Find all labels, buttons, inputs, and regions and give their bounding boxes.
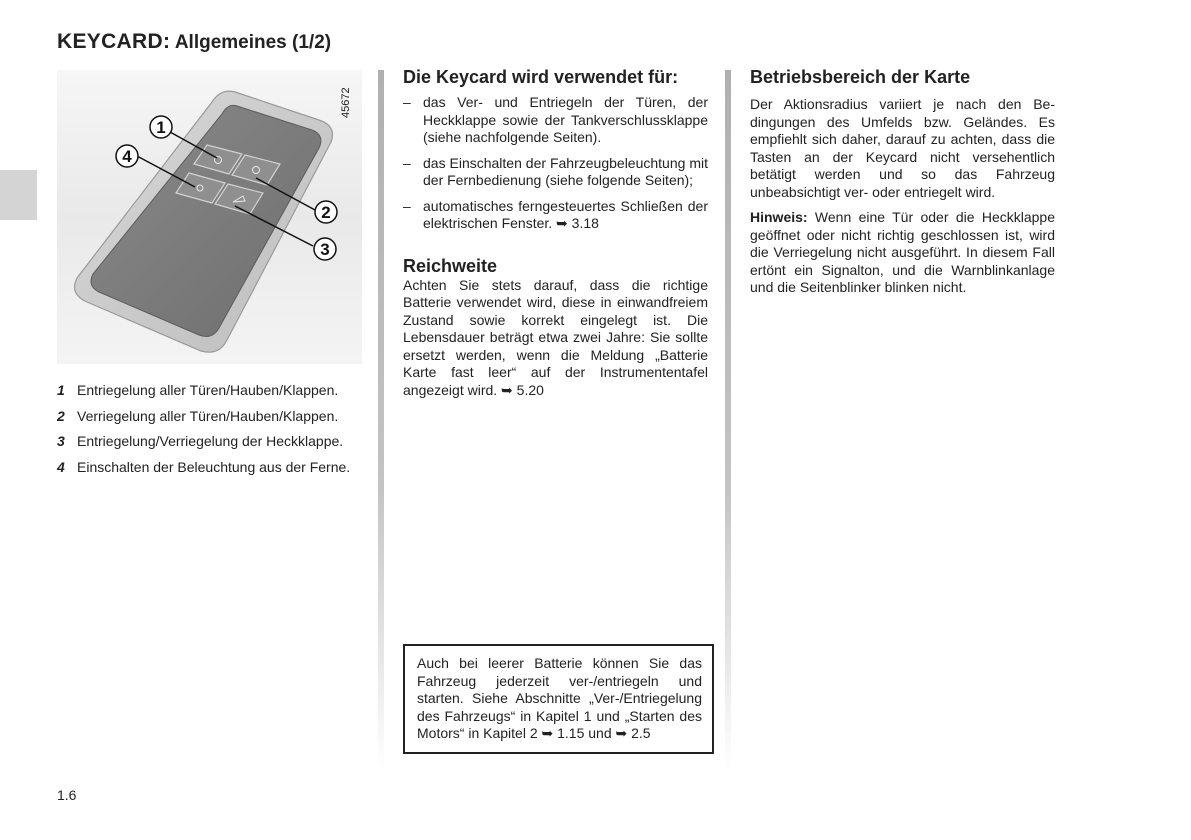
hint-paragraph <box>750 209 1055 297</box>
operating-range-heading: Betriebsbereich der Karte <box>750 67 971 87</box>
usage-item <box>403 198 708 233</box>
dash-mark: – <box>403 154 411 171</box>
legend-item <box>57 433 362 451</box>
legend-text: Verriegelung aller Türen/Hauben/Klappen. <box>77 407 339 424</box>
usage-column <box>403 66 708 399</box>
dash-mark: – <box>403 197 411 214</box>
battery-note-box <box>403 644 714 754</box>
svg-text:2: 2 <box>321 203 331 222</box>
legend-number: 4 <box>57 458 65 475</box>
callout-4 <box>116 145 138 167</box>
page-title <box>57 30 331 54</box>
page-number: 1.6 <box>57 787 77 803</box>
hint-text: Wenn eine Tür oder die Heckklappe geöffnet oder nicht richtig geschlossen ist, wird die Verriegelung nicht ausgeführt. In diesem Fall ertönt ein Signalton, und die Warnblinkanlage und die Seitenblinker blinken nicht. <box>750 209 1055 295</box>
dash-mark: – <box>403 94 411 110</box>
chapter-tab <box>0 170 37 220</box>
keycard-drawing <box>57 70 362 364</box>
legend-number: 3 <box>57 433 65 449</box>
range-heading: Reichweite <box>403 255 498 276</box>
keycard-illustration <box>57 70 362 364</box>
legend-list <box>57 382 362 484</box>
page-title-text: Allgemeines (1/2) <box>174 32 332 53</box>
legend-text: Einschalten der Beleuchtung aus der Ferne. <box>77 458 351 475</box>
usage-heading: Die Keycard wird verwendet für: <box>403 67 679 87</box>
hint-label: Hinweis: <box>750 209 808 225</box>
svg-text:4: 4 <box>122 147 132 166</box>
callout-1 <box>150 116 172 138</box>
usage-item-text: das Einschalten der Fahrzeugbeleuchtung mit der Fernbedienung (siehe folgende Seiten); <box>423 154 708 188</box>
legend-item <box>57 459 362 477</box>
column-divider <box>725 70 731 770</box>
image-reference-number: 45672 <box>340 87 352 118</box>
usage-item <box>403 155 708 190</box>
usage-item <box>403 94 708 147</box>
operating-range-column <box>750 66 1055 305</box>
usage-item-text: das Ver- und Entriegeln der Türen, der Heckklappe sowie der Tankverschlussklappe (siehe nachfolgende Seiten). <box>423 94 708 145</box>
legend-number: 1 <box>57 382 65 398</box>
battery-note-text: Auch bei leerer Batterie können Sie das Fahrzeug jederzeit ver-/entriegeln und starten. Siehe Abschnitte „Ver-/Entriegelung des Fahrzeugs“ in Kapitel 1 und „Starten des Motors“ in Kapitel 2 ➥ 1.15 und ➥ 2.5 <box>417 655 702 741</box>
legend-item <box>57 382 362 400</box>
svg-text:1: 1 <box>156 118 166 137</box>
usage-item-text: automatisches ferngesteuertes Schließen der elektrischen Fenster. ➥ 3.18 <box>423 197 708 231</box>
callout-2 <box>315 201 337 223</box>
column-divider <box>378 70 384 770</box>
legend-text: Entriegelung aller Türen/Hauben/Klappen. <box>77 382 339 398</box>
legend-text: Entriegelung/Verriegelung der Heckklappe. <box>77 433 344 449</box>
svg-text:3: 3 <box>320 240 330 259</box>
page-title-keyword: KEYCARD: <box>57 30 171 53</box>
legend-number: 2 <box>57 407 65 424</box>
operating-range-text: Der Aktionsradius variiert je nach den Bedingungen des Umfelds bzw. Geländes. Es empfiehlt sich daher, darauf zu achten, dass die Tasten an der Keycard nicht versehentlich betätigt werden und so das Fahrzeug unbeabsichtigt ver- oder entriegelt wird. <box>750 96 1055 200</box>
callout-3 <box>314 238 336 260</box>
legend-item <box>57 408 362 426</box>
range-text: Achten Sie stets darauf, dass die richtige Batterie verwendet wird, diese in einwandfreiem Zustand sowie korrekt eingelegt ist. Die Lebensdauer beträgt etwa zwei Jahre: Sie sollte ersetzt werden, wenn die Meldung „Batterie Karte fast leer“ auf der Instrumententafel angezeigt wird. ➥ 5.20 <box>403 276 708 398</box>
